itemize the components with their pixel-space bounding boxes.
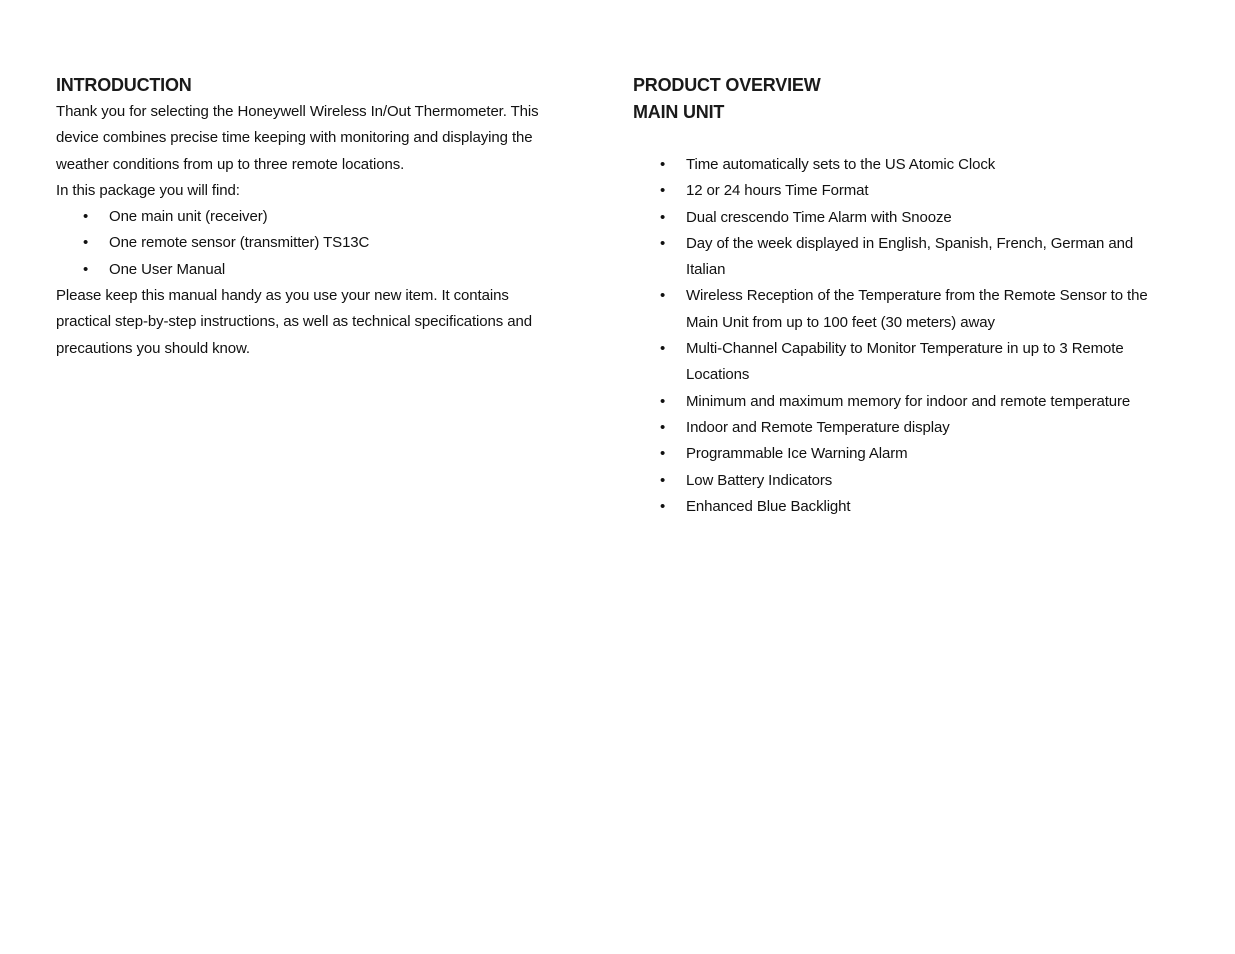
- list-item: [56, 204, 566, 230]
- list-item: [633, 205, 1153, 231]
- bullet-icon: •: [83, 208, 89, 226]
- list-item-text: Multi-Channel Capability to Monitor Temperature in up to 3 Remote Locations: [686, 340, 1124, 384]
- list-item: [633, 178, 1153, 204]
- list-item-text: Day of the week displayed in English, Spanish, French, German and Italian: [686, 234, 1134, 279]
- list-item-text: Enhanced Blue Backlight: [686, 497, 851, 515]
- list-item: [633, 336, 1153, 389]
- list-item: [633, 152, 1153, 178]
- list-item: [633, 468, 1153, 494]
- package-list: [56, 204, 566, 283]
- introduction-heading: INTRODUCTION: [56, 75, 192, 95]
- product-overview-heading: PRODUCT OVERVIEW: [633, 75, 821, 95]
- bullet-icon: •: [83, 234, 89, 252]
- main-unit-subheading: MAIN UNIT: [633, 102, 725, 122]
- introduction-paragraph: Thank you for selecting the Honeywell Wireless In/Out Thermometer. This device combines precise time keeping with monitoring and displaying the weather conditions from up to three remote locations.: [56, 103, 539, 173]
- list-item-text: Dual crescendo Time Alarm with Snooze: [686, 208, 952, 226]
- list-item-text: Wireless Reception of the Temperature from the Remote Sensor to the Main Unit from up to 100 feet (30 meters) away: [686, 287, 1148, 331]
- bullet-icon: •: [660, 445, 666, 463]
- bullet-icon: •: [660, 471, 666, 489]
- bullet-icon: •: [83, 260, 89, 278]
- manual-note-paragraph: Please keep this manual handy as you use your new item. It contains practical step-by-step instructions, as well as technical specifications and precautions you should know.: [56, 287, 532, 357]
- list-item: [633, 494, 1153, 520]
- bullet-icon: •: [660, 497, 666, 515]
- list-item-text: Time automatically sets to the US Atomic Clock: [686, 156, 996, 173]
- list-item-text: One main unit (receiver): [109, 208, 268, 226]
- bullet-icon: •: [660, 392, 666, 410]
- feature-list: [633, 152, 1153, 520]
- bullet-icon: •: [660, 156, 666, 173]
- section-spacer: [633, 126, 1153, 152]
- list-item: [56, 230, 566, 256]
- list-item: [633, 415, 1153, 441]
- list-item-text: 12 or 24 hours Time Format: [686, 182, 869, 200]
- list-item-text: Minimum and maximum memory for indoor and remote temperature: [686, 392, 1131, 410]
- package-intro: In this package you will find:: [56, 181, 240, 199]
- list-item-text: One User Manual: [109, 260, 226, 278]
- list-item: [633, 389, 1153, 415]
- product-overview-section: [633, 72, 1153, 520]
- list-item: [633, 231, 1153, 284]
- list-item: [633, 441, 1153, 467]
- introduction-section: [56, 72, 566, 362]
- bullet-icon: •: [660, 418, 666, 436]
- bullet-icon: •: [660, 208, 666, 226]
- bullet-icon: •: [660, 234, 666, 252]
- list-item: [633, 283, 1153, 336]
- bullet-icon: •: [660, 182, 666, 200]
- bullet-icon: •: [660, 340, 666, 358]
- list-item-text: Indoor and Remote Temperature display: [686, 418, 950, 436]
- list-item-text: Low Battery Indicators: [686, 471, 833, 489]
- bullet-icon: •: [660, 287, 666, 305]
- list-item-text: One remote sensor (transmitter) TS13C: [109, 234, 370, 252]
- list-item-text: Programmable Ice Warning Alarm: [686, 445, 908, 463]
- list-item: [56, 257, 566, 283]
